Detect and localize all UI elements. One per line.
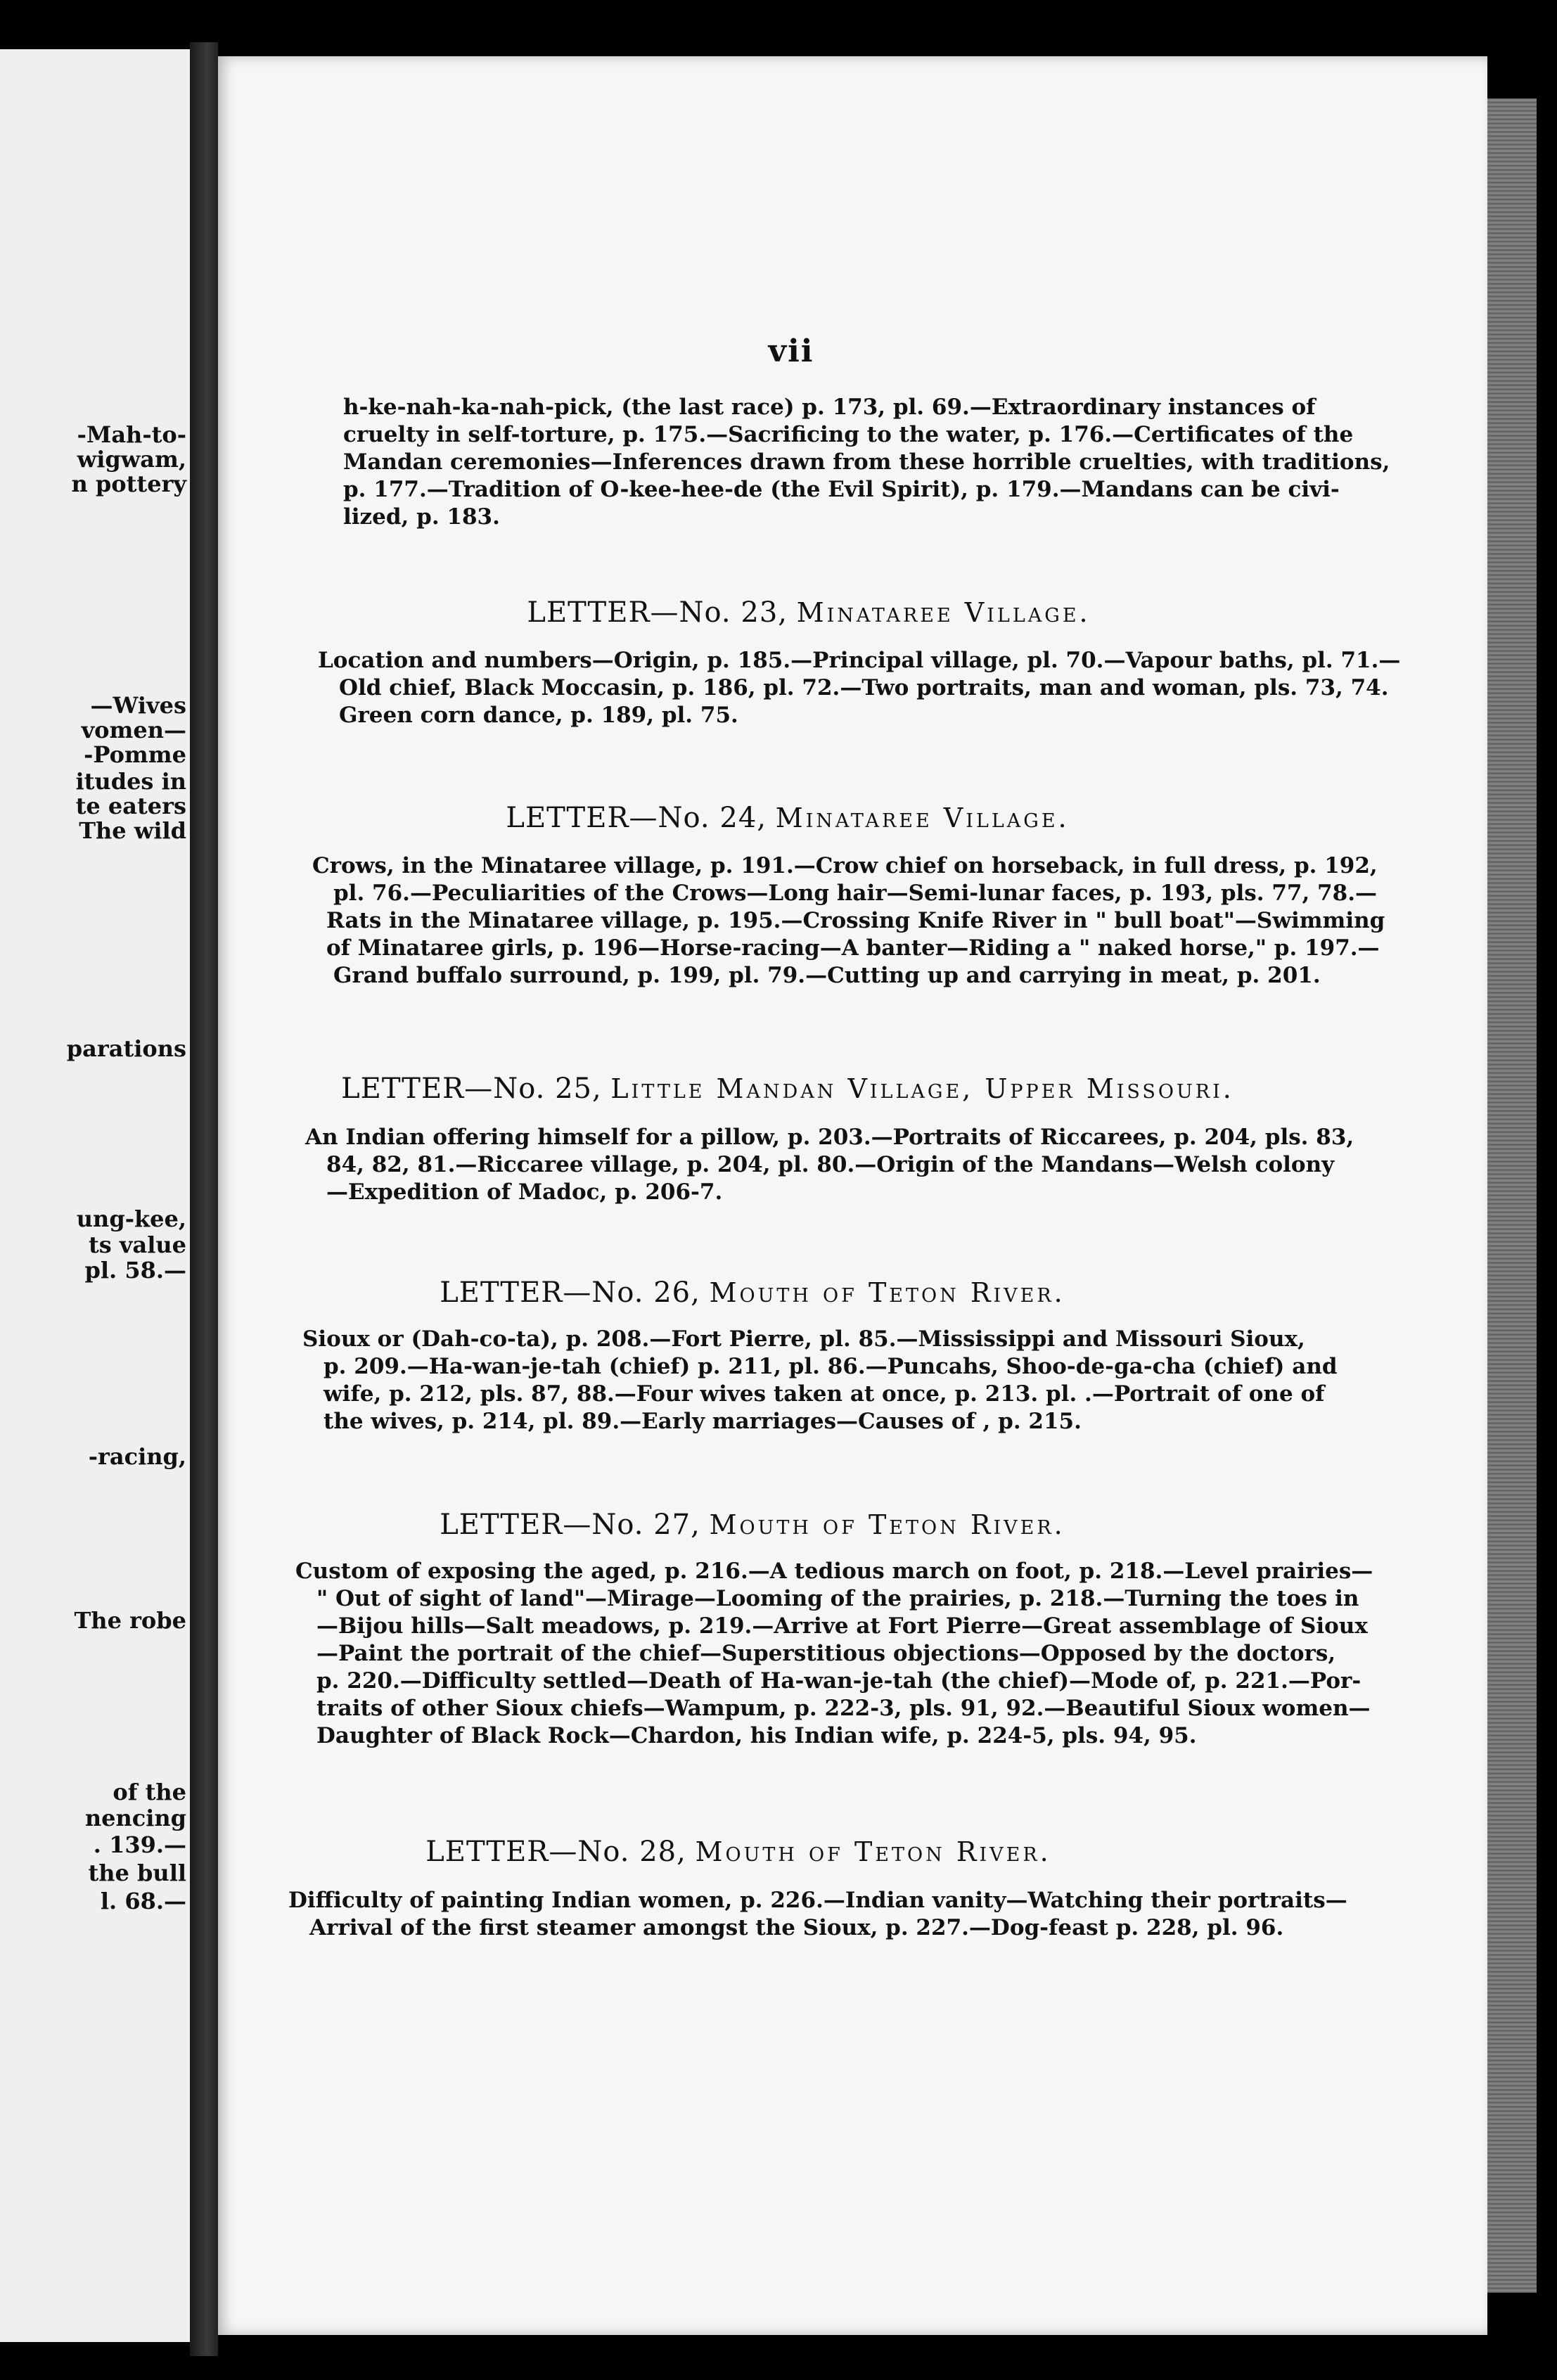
letter-summary [295,1558,1373,1750]
text-line: pl. 76.—Peculiarities of the Crows—Long hair—Semi-lunar faces, p. 193, pls. 77, 78.— [333,881,1377,906]
text-line: Location and numbers—Origin, p. 185.—Principal village, pl. 70.—Vapour baths, pl. 71.— [318,648,1401,673]
text-line: Rats in the Minataree village, p. 195.—Crossing Knife River in " bull boat"—Swimming [326,908,1385,933]
text-line: p. 220.—Difficulty settled—Death of Ha-wan-je-tah (the chief)—Mode of, p. 221.—Por- [316,1668,1361,1694]
letter-summary [288,1887,1347,1942]
letter-place: Minataree Village. [775,802,1070,833]
left-page-text-fragment: of the [113,1779,186,1805]
left-page-text-fragment: The robe [74,1607,186,1634]
left-page-text-fragment: the bull [88,1860,186,1886]
letter-heading [316,1073,1259,1105]
left-page-text-fragment: itudes in [75,768,186,795]
text-line: Custom of exposing the aged, p. 216.—A tedious march on foot, p. 218.—Level prairies— [295,1559,1373,1584]
text-line: " Out of sight of land"—Mirage—Looming of the prairies, p. 218.—Turning the toes in [316,1586,1359,1611]
letter-place: Mouth of Teton River. [709,1509,1065,1540]
letter-number: LETTER—No. 23, [527,596,788,629]
text-line: p. 209.—Ha-wan-je-tah (chief) p. 211, pl. 86.—Puncahs, Shoo-de-ga-cha (chief) and [323,1354,1338,1379]
letter-heading [352,596,1266,629]
left-page-text-fragment: n pottery [71,471,186,497]
letter-summary [312,852,1385,990]
text-line: Crows, in the Minataree village, p. 191.—Crow chief on horseback, in full dress, p. 192, [312,853,1378,878]
left-page-text-fragment: —Wives [90,692,186,719]
text-line: —Paint the portrait of the chief—Superstitious objections—Opposed by the doctors, [316,1641,1336,1666]
text-line: Mandan ceremonies—Inferences drawn from these horrible cruelties, with traditions, [343,449,1390,475]
text-line: 84, 82, 81.—Riccaree village, p. 204, pl. 80.—Origin of the Mandans—Welsh colony [326,1152,1335,1177]
book-gutter [190,42,218,2356]
letter-heading [331,802,1245,834]
letter-heading [295,1277,1210,1309]
letter-heading [281,1836,1196,1868]
letter-heading [295,1509,1210,1541]
page-number: vii [768,333,814,369]
letter-number: LETTER—No. 27, [440,1509,700,1541]
text-line: Grand buffalo surround, p. 199, pl. 79.—Cutting up and carrying in meat, p. 201. [333,963,1321,988]
text-line: of Minataree girls, p. 196—Horse-racing—A banter—Riding a " naked horse," p. 197.— [326,935,1380,961]
text-line: wife, p. 212, pls. 87, 88.—Four wives taken at once, p. 213. pl. .—Portrait of one of [323,1381,1325,1407]
left-page-text-fragment: wigwam, [77,446,186,473]
letter-place: Minataree Village. [796,597,1091,628]
left-page-text-fragment: l. 68.— [100,1888,186,1914]
left-page-text-fragment: te eaters [75,793,186,819]
letter-number: LETTER—No. 28, [425,1836,686,1868]
text-line: the wives, p. 214, pl. 89.—Early marriages—Causes of , p. 215. [323,1409,1082,1434]
left-page-text-fragment: -Mah-to- [77,421,186,448]
intro-paragraph [343,394,1390,531]
left-page-text-fragment: ts value [88,1231,186,1258]
left-page-text-fragment: The wild [79,817,186,844]
letter-summary [318,647,1401,729]
text-line: An Indian offering himself for a pillow, p. 203.—Portraits of Riccarees, p. 204, pls. 83, [305,1125,1354,1150]
text-line: traits of other Sioux chiefs—Wampum, p. 222-3, pls. 91, 92.—Beautiful Sioux women— [316,1696,1371,1721]
letter-place: Mouth of Teton River. [709,1277,1065,1308]
letter-place: Little Mandan Village, Upper Missouri. [610,1073,1234,1104]
left-page-text-fragment: vomen— [81,717,186,743]
text-line: Arrival of the first steamer amongst the Sioux, p. 227.—Dog-feast p. 228, pl. 96. [309,1915,1284,1940]
left-page-text-fragment: -racing, [88,1443,186,1470]
text-line: Daughter of Black Rock—Chardon, his Indian wife, p. 224-5, pls. 94, 95. [316,1723,1197,1748]
text-line: lized, p. 183. [343,504,500,530]
left-page-text-fragment: ung-kee, [76,1205,186,1232]
text-line: Difficulty of painting Indian women, p. 226.—Indian vanity—Watching their portraits— [288,1888,1347,1913]
text-line: Old chief, Black Moccasin, p. 186, pl. 72.—Two portraits, man and woman, pls. 73, 74. [339,675,1389,700]
left-page-text-fragment: -Pomme [84,741,186,768]
left-page-text-fragment: . 139.— [93,1831,186,1858]
text-line: cruelty in self-torture, p. 175.—Sacrificing to the water, p. 176.—Certificates of the [343,422,1354,447]
text-line: —Expedition of Madoc, p. 206-7. [326,1179,723,1205]
text-line: h-ke-nah-ka-nah-pick, (the last race) p. 173, pl. 69.—Extraordinary instances of [343,395,1316,420]
letter-number: LETTER—No. 26, [440,1277,700,1309]
text-line: —Bijou hills—Salt meadows, p. 219.—Arrive at Fort Pierre—Great assemblage of Sioux [316,1613,1368,1639]
letter-number: LETTER—No. 25, [341,1073,602,1105]
left-page-text-fragment: parations [66,1035,186,1062]
letter-number: LETTER—No. 24, [506,802,767,834]
left-facing-page [0,49,190,2342]
page-edge [1487,98,1537,2293]
letter-place: Mouth of Teton River. [695,1836,1051,1867]
letter-summary [302,1326,1338,1435]
left-page-text-fragment: pl. 58.— [84,1257,186,1284]
left-page-text-fragment: nencing [84,1805,186,1831]
text-line: Green corn dance, p. 189, pl. 75. [339,703,738,728]
text-line: p. 177.—Tradition of O-kee-hee-de (the Evil Spirit), p. 179.—Mandans can be civi- [343,477,1340,502]
text-line: Sioux or (Dah-co-ta), p. 208.—Fort Pierre, pl. 85.—Mississippi and Missouri Sioux, [302,1326,1305,1352]
letter-summary [305,1124,1354,1206]
